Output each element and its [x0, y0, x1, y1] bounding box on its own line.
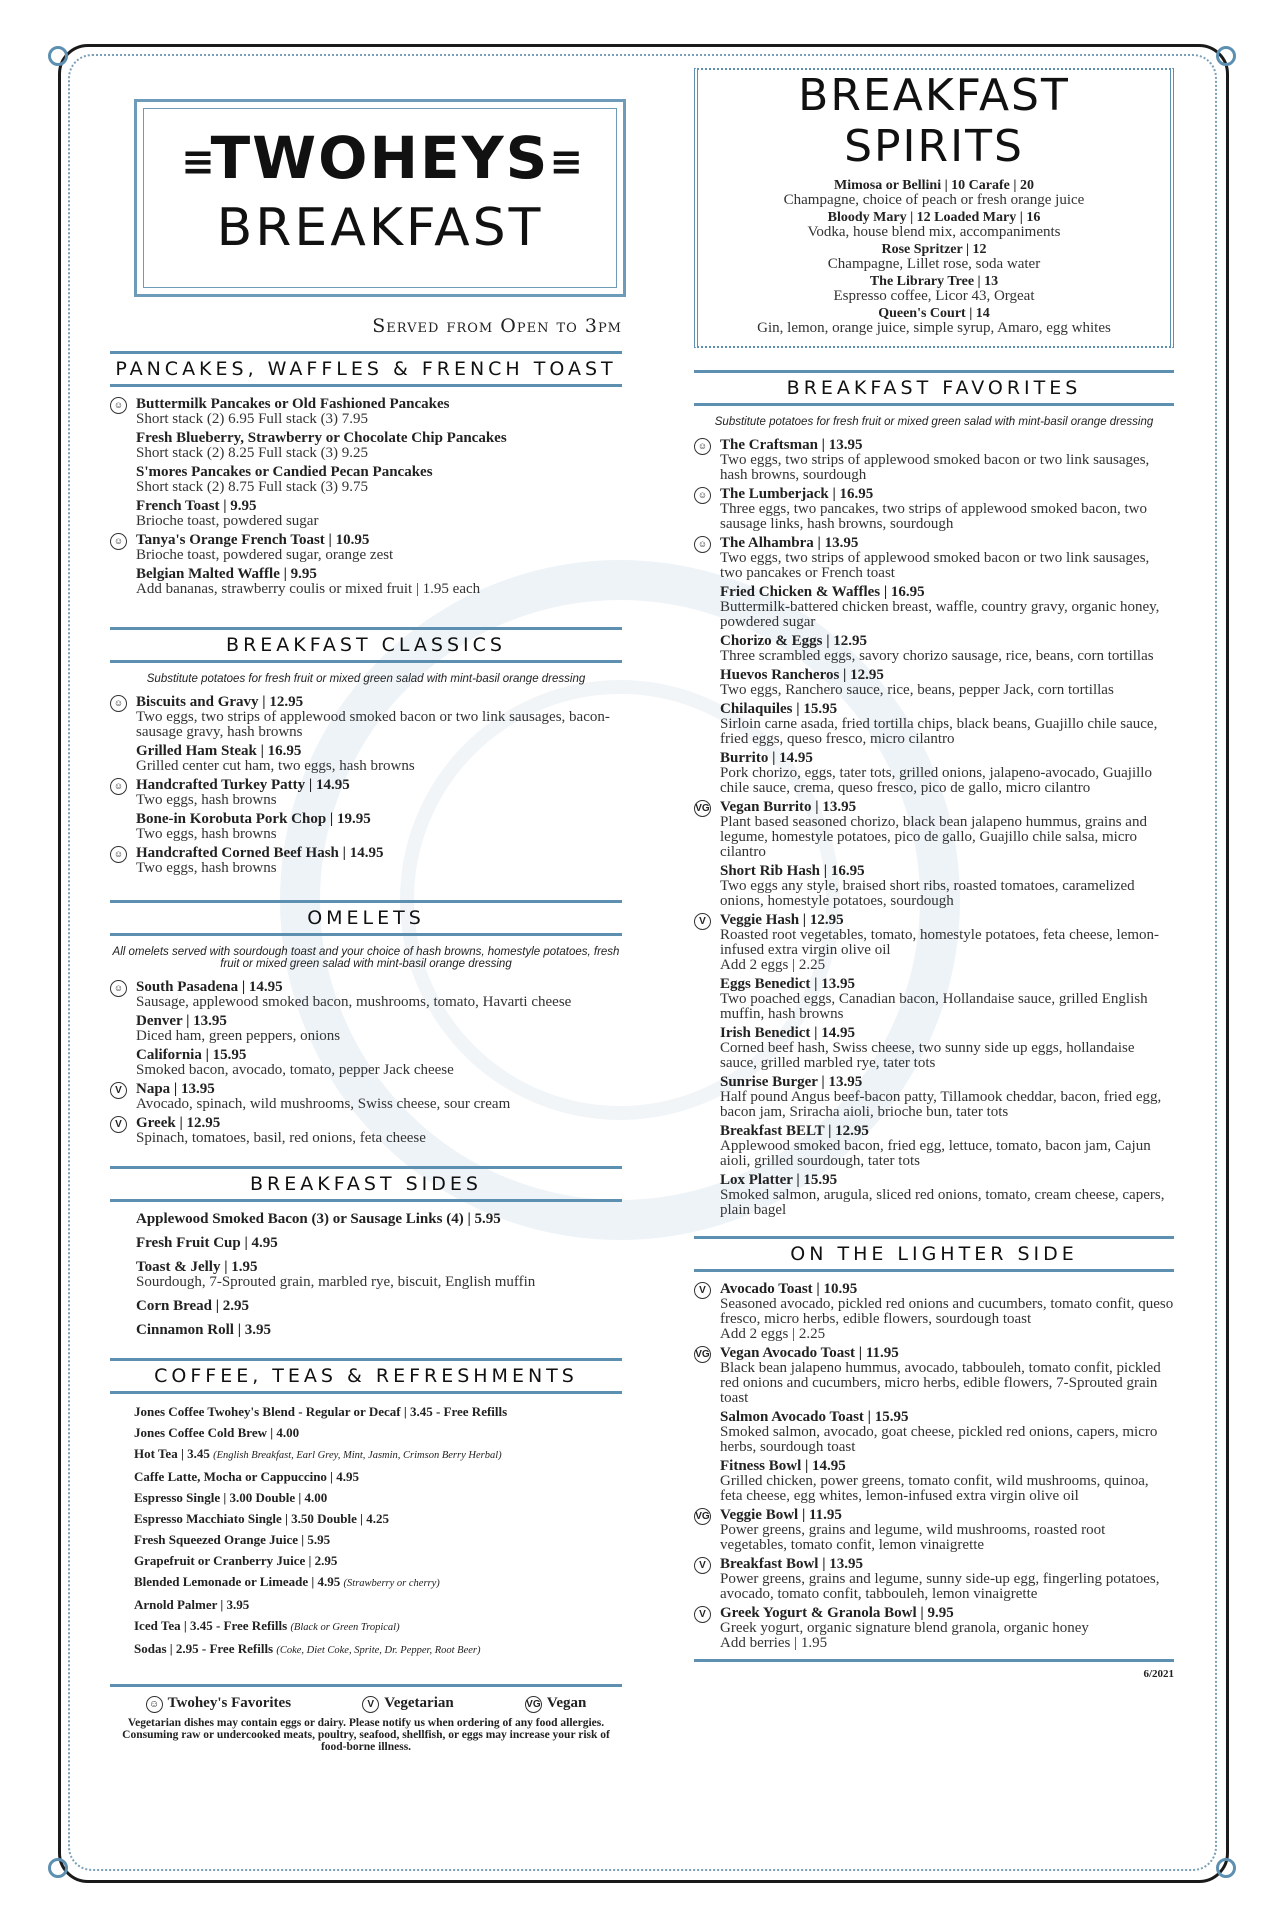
drink-item-name: Blended Lemonade or Limeade | 4.95 (Strawberry or cherry) — [134, 1574, 440, 1589]
menu-item-name: S'mores Pancakes or Candied Pecan Pancakes — [136, 464, 433, 480]
menu-item-description: Applewood smoked bacon, fried egg, lettuce, tomato, bacon jam, Cajun aioli, grilled sourdough, tater tots — [720, 1138, 1151, 1169]
sides-heading: BREAKFAST SIDES — [110, 1166, 622, 1202]
spirit-item-name: Rose Spritzer | 12 — [881, 242, 987, 257]
menu-item-name: Breakfast BELT | 12.95 — [720, 1123, 869, 1139]
menu-item-name: Vegan Avocado Toast | 11.95 — [720, 1345, 899, 1361]
menu-item — [694, 438, 1174, 483]
menu-item-description: Two eggs, Ranchero sauce, rice, beans, pepper Jack, corn tortillas — [720, 682, 1114, 698]
menu-item — [110, 1014, 622, 1044]
drink-item-options: (Coke, Diet Coke, Sprite, Dr. Pepper, Root Beer) — [276, 1645, 481, 1656]
drink-item — [110, 1446, 622, 1463]
spirit-item-description: Champagne, Lillet rose, soda water — [827, 256, 1041, 272]
spirits-heading: BREAKFAST SPIRITS — [798, 70, 1070, 172]
corner-ornament-icon — [1216, 1858, 1236, 1878]
menu-item — [694, 751, 1174, 796]
drink-item-name: Hot Tea | 3.45 (English Breakfast, Earl Grey, Mint, Jasmin, Crimson Berry Herbal) — [134, 1446, 502, 1461]
menu-item-name: Napa | 13.95 — [136, 1081, 215, 1097]
drink-item — [110, 1511, 622, 1526]
menu-item-description: Black bean jalapeno hummus, avocado, tabbouleh, tomato confit, pickled red onions and cucumbers, micro herbs, edible flowers, 7-Sprouted grain toast — [720, 1360, 1161, 1406]
menu-item-description: Smoked salmon, arugula, sliced red onions, tomato, cream cheese, capers, plain bagel — [720, 1187, 1165, 1218]
omelets-list — [110, 980, 622, 1146]
right-column — [694, 68, 1174, 1680]
drink-item-options: (English Breakfast, Earl Grey, Mint, Jasmin, Crimson Berry Herbal) — [213, 1450, 502, 1461]
menu-item-description: Two eggs any style, braised short ribs, roasted tomatoes, caramelized onions, homestyle potatoes, sourdough — [720, 878, 1135, 909]
corner-ornament-icon — [48, 46, 68, 66]
menu-item-description: Sourdough, 7-Sprouted grain, marbled rye, biscuit, English muffin — [136, 1274, 536, 1290]
drink-item-options: (Strawberry or cherry) — [343, 1578, 440, 1589]
menu-item-description: Add 2 eggs | 2.25 — [720, 957, 826, 973]
lighter-heading: ON THE LIGHTER SIDE — [694, 1236, 1174, 1272]
menu-item — [694, 536, 1174, 581]
menu-item-name: South Pasadena | 14.95 — [136, 979, 283, 995]
coffee-heading: COFFEE, TEAS & REFRESHMENTS — [110, 1358, 622, 1394]
menu-item — [110, 1236, 622, 1251]
menu-item — [694, 634, 1174, 664]
menu-item — [110, 1299, 622, 1314]
drink-item-name: Espresso Macchiato Single | 3.50 Double | 4.25 — [134, 1511, 390, 1526]
corner-ornament-icon — [48, 1858, 68, 1878]
menu-item-name: Biscuits and Gravy | 12.95 — [136, 694, 304, 710]
favorite-icon: ☺ — [110, 846, 127, 863]
menu-item-description: Sausage, applewood smoked bacon, mushrooms, tomato, Havarti cheese — [136, 994, 572, 1010]
menu-item — [694, 1346, 1174, 1406]
menu-item-description: Short stack (2) 8.75 Full stack (3) 9.75 — [136, 479, 369, 495]
menu-item — [694, 1026, 1174, 1071]
menu-item-description: Add 2 eggs | 2.25 — [720, 1326, 826, 1342]
favorites-list — [694, 438, 1174, 1218]
spirit-item-name: The Library Tree | 13 — [869, 274, 999, 289]
drink-item-name: Sodas | 2.95 - Free Refills (Coke, Diet Coke, Sprite, Dr. Pepper, Root Beer) — [134, 1641, 481, 1656]
menu-item — [110, 778, 622, 808]
menu-item-description: Two poached eggs, Canadian bacon, Hollandaise sauce, grilled English muffin, hash browns — [720, 991, 1148, 1022]
menu-item-description: Smoked bacon, avocado, tomato, pepper Jack cheese — [136, 1062, 454, 1078]
menu-item-name: The Craftsman | 13.95 — [720, 437, 863, 453]
menu-item-description: Greek yogurt, organic signature blend granola, organic honey — [720, 1620, 1089, 1636]
classics-list — [110, 695, 622, 876]
drink-item — [110, 1597, 622, 1612]
menu-item-description: Plant based seasoned chorizo, black bean jalapeno hummus, grains and legume, homestyle potatoes, pico de gallo, Guajillo chile salsa, micro cilantro — [720, 814, 1147, 860]
menu-item — [110, 1082, 622, 1112]
menu-item-name: Breakfast Bowl | 13.95 — [720, 1556, 864, 1572]
spirit-item-name: Mimosa or Bellini | 10 Carafe | 20 — [834, 178, 1034, 193]
menu-item-description: Two eggs, two strips of applewood smoked bacon or two link sausages, bacon-sausage gravy, hash browns — [136, 709, 610, 740]
vegetarian-icon: V — [110, 1082, 127, 1099]
menu-item — [694, 1557, 1174, 1602]
favorite-icon: ☺ — [110, 695, 127, 712]
menu-item — [110, 499, 622, 529]
logo — [134, 99, 626, 297]
menu-item-name: Fresh Blueberry, Strawberry or Chocolate Chip Pancakes — [136, 430, 507, 446]
menu-item — [110, 465, 622, 495]
drink-item — [110, 1574, 622, 1591]
menu-item-description: Two eggs, two strips of applewood smoked bacon or two link sausages, hash browns, sourdough — [720, 452, 1150, 483]
menu-item-name: French Toast | 9.95 — [136, 498, 257, 514]
menu-item-name: Chorizo & Eggs | 12.95 — [720, 633, 868, 649]
menu-item-description: Half pound Angus beef-bacon patty, Tillamook cheddar, bacon, fried egg, bacon jam, Sriracha aioli, brioche bun, tater tots — [720, 1089, 1162, 1120]
drink-item — [110, 1618, 622, 1635]
menu-item-name: Burrito | 14.95 — [720, 750, 813, 766]
menu-item-name: Eggs Benedict | 13.95 — [720, 976, 855, 992]
menu-item — [694, 585, 1174, 630]
menu-item-name: The Alhambra | 13.95 — [720, 535, 859, 551]
menu-item — [110, 431, 622, 461]
menu-item-name: Greek Yogurt & Granola Bowl | 9.95 — [720, 1605, 954, 1621]
menu-item-name: Veggie Hash | 12.95 — [720, 912, 844, 928]
favorite-icon: ☺ — [694, 487, 711, 504]
vegetarian-icon: V — [694, 1282, 711, 1299]
left-column — [110, 95, 622, 1753]
vegan-icon: VG — [525, 1696, 542, 1713]
menu-item-name: Applewood Smoked Bacon (3) or Sausage Links (4) | 5.95 — [136, 1211, 501, 1227]
menu-item — [694, 668, 1174, 698]
menu-item — [110, 812, 622, 842]
menu-item-description: Sirloin carne asada, fried tortilla chips, black beans, Guajillo chile sauce, fried eggs, queso fresco, micro cilantro — [720, 716, 1158, 747]
menu-item-description: Three scrambled eggs, savory chorizo sausage, rice, beans, corn tortillas — [720, 648, 1154, 664]
served-hours: Served from Open to 3pm — [372, 315, 622, 337]
menu-item-description: Brioche toast, powdered sugar, orange zest — [136, 547, 394, 563]
menu-item-description: Buttermilk-battered chicken breast, waffle, country gravy, organic honey, powdered sugar — [720, 599, 1160, 630]
favorite-icon: ☺ — [146, 1696, 163, 1713]
menu-item-name: The Lumberjack | 16.95 — [720, 486, 874, 502]
favorite-icon: ☺ — [110, 533, 127, 550]
legend — [110, 1684, 622, 1713]
drink-item-name: Jones Coffee Twohey's Blend - Regular or Decaf | 3.45 - Free Refills — [134, 1404, 508, 1419]
legend-vegetarian: V Vegetarian — [362, 1695, 453, 1713]
menu-item-name: Fried Chicken & Waffles | 16.95 — [720, 584, 925, 600]
menu-item-name: Tanya's Orange French Toast | 10.95 — [136, 532, 370, 548]
spirit-item-description: Espresso coffee, Licor 43, Orgeat — [833, 288, 1035, 304]
menu-item-name: Grilled Ham Steak | 16.95 — [136, 743, 302, 759]
drink-item — [110, 1425, 622, 1440]
favorites-heading: BREAKFAST FAVORITES — [694, 370, 1174, 406]
menu-item — [694, 487, 1174, 532]
menu-item-name: Toast & Jelly | 1.95 — [136, 1259, 258, 1275]
vegetarian-icon: V — [110, 1116, 127, 1133]
menu-item-description: Two eggs, two strips of applewood smoked bacon or two link sausages, two pancakes or French toast — [720, 550, 1150, 581]
spirit-item-description: Vodka, house blend mix, accompaniments — [807, 224, 1061, 240]
omelets-note: All omelets served with sourdough toast and your choice of hash browns, homestyle potatoes, fresh fruit or mixed green salad with mint-basil orange dressing — [112, 946, 620, 970]
menu-item — [110, 980, 622, 1010]
menu-item-name: Salmon Avocado Toast | 15.95 — [720, 1409, 909, 1425]
menu-item-name: Corn Bread | 2.95 — [136, 1298, 250, 1314]
menu-item-name: Huevos Rancheros | 12.95 — [720, 667, 884, 683]
logo-title: ≡TWOHEYS≡ — [181, 124, 579, 192]
drink-item — [110, 1532, 622, 1547]
pancakes-heading: PANCAKES, WAFFLES & FRENCH TOAST — [110, 351, 622, 387]
menu-item-description: Power greens, grains and legume, sunny side-up egg, fingerling potatoes, avocado, tomato confit, tabbouleh, lemon vinaigrette — [720, 1571, 1160, 1602]
menu-item-description: Diced ham, green peppers, onions — [136, 1028, 341, 1044]
menu-item — [694, 1606, 1174, 1651]
vegetarian-icon: V — [694, 913, 711, 930]
drink-item-options: (Black or Green Tropical) — [290, 1622, 400, 1633]
menu-item-name: Lox Platter | 15.95 — [720, 1172, 838, 1188]
menu-item-name: Veggie Bowl | 11.95 — [720, 1507, 842, 1523]
menu-item — [694, 1075, 1174, 1120]
spirit-item-description: Champagne, choice of peach or fresh orange juice — [783, 192, 1085, 208]
favorite-icon: ☺ — [694, 536, 711, 553]
menu-item — [110, 567, 622, 597]
menu-item-description: Two eggs, hash browns — [136, 860, 277, 876]
menu-item — [110, 1048, 622, 1078]
menu-item — [110, 846, 622, 876]
menu-item — [110, 1260, 622, 1290]
pancakes-list — [110, 397, 622, 597]
menu-item-description: Avocado, spinach, wild mushrooms, Swiss cheese, sour cream — [136, 1096, 511, 1112]
drink-item-name: Jones Coffee Cold Brew | 4.00 — [134, 1425, 300, 1440]
menu-item — [110, 695, 622, 740]
menu-item — [110, 1323, 622, 1338]
vegan-icon: VG — [694, 1346, 711, 1363]
menu-item — [110, 397, 622, 427]
classics-note: Substitute potatoes for fresh fruit or mixed green salad with mint-basil orange dressing — [146, 673, 586, 685]
menu-item-name: Avocado Toast | 10.95 — [720, 1281, 858, 1297]
spirit-item-description: Gin, lemon, orange juice, simple syrup, Amaro, egg whites — [757, 320, 1111, 336]
spirits-box — [694, 68, 1174, 348]
menu-item-description: Short stack (2) 8.25 Full stack (3) 9.25 — [136, 445, 369, 461]
vegan-icon: VG — [694, 1508, 711, 1525]
menu-item-name: Chilaquiles | 15.95 — [720, 701, 838, 717]
favorite-icon: ☺ — [694, 438, 711, 455]
menu-item — [694, 864, 1174, 909]
vegetarian-icon: V — [362, 1696, 379, 1713]
menu-item-description: Roasted root vegetables, tomato, homestyle potatoes, feta cheese, lemon-infused extra virgin olive oil — [720, 927, 1160, 958]
drink-item-name: Caffe Latte, Mocha or Cappuccino | 4.95 — [134, 1469, 360, 1484]
menu-item — [110, 1116, 622, 1146]
coffee-list — [110, 1404, 622, 1658]
menu-item — [694, 800, 1174, 860]
menu-item-description: Brioche toast, powdered sugar — [136, 513, 319, 529]
menu-item-name: Irish Benedict | 14.95 — [720, 1025, 855, 1041]
classics-heading: BREAKFAST CLASSICS — [110, 627, 622, 663]
drink-item-name: Iced Tea | 3.45 - Free Refills (Black or Green Tropical) — [134, 1618, 400, 1633]
menu-item-description: Spinach, tomatoes, basil, red onions, feta cheese — [136, 1130, 426, 1146]
menu-item-name: Bone-in Korobuta Pork Chop | 19.95 — [136, 811, 371, 827]
menu-item — [694, 1282, 1174, 1342]
menu-item-name: Handcrafted Turkey Patty | 14.95 — [136, 777, 350, 793]
legend-favorites: ☺ Twohey's Favorites — [146, 1695, 291, 1713]
menu-item-description: Grilled chicken, power greens, tomato confit, wild mushrooms, quinoa, feta cheese, egg whites, lemon-infused extra virgin olive oil — [720, 1473, 1149, 1504]
omelets-heading: OMELETS — [110, 900, 622, 936]
menu-item-description: Add berries | 1.95 — [720, 1635, 828, 1651]
drink-item — [110, 1553, 622, 1568]
allergy-disclaimer: Vegetarian dishes may contain eggs or dairy. Please notify us when ordering of any food allergies. Consuming raw or undercooked meats, poultry, seafood, shellfish, or eggs may increase your risk of food-borne illness. — [122, 1717, 610, 1753]
menu-item — [694, 913, 1174, 973]
menu-item-name: Cinnamon Roll | 3.95 — [136, 1322, 271, 1338]
menu-item-name: Fitness Bowl | 14.95 — [720, 1458, 846, 1474]
menu-item-name: Short Rib Hash | 16.95 — [720, 863, 865, 879]
menu-item-name: Buttermilk Pancakes or Old Fashioned Pancakes — [136, 396, 450, 412]
logo-subtitle: BREAKFAST — [216, 198, 544, 258]
menu-item-description: Add bananas, strawberry coulis or mixed fruit | 1.95 each — [136, 581, 481, 597]
menu-item-description: Smoked salmon, avocado, goat cheese, pickled red onions, capers, micro herbs, sourdough toast — [720, 1424, 1158, 1455]
lighter-list — [694, 1282, 1174, 1651]
favorite-icon: ☺ — [110, 778, 127, 795]
sides-list — [110, 1212, 622, 1338]
drink-item — [110, 1641, 622, 1658]
menu-item — [694, 1508, 1174, 1553]
drink-item-name: Espresso Single | 3.00 Double | 4.00 — [134, 1490, 328, 1505]
spirits-list — [706, 178, 1162, 336]
menu-item — [110, 1212, 622, 1227]
favorite-icon: ☺ — [110, 980, 127, 997]
menu-item — [110, 533, 622, 563]
menu-item-name: Denver | 13.95 — [136, 1013, 227, 1029]
legend-vegan: VG Vegan — [526, 1695, 587, 1711]
menu-item — [694, 702, 1174, 747]
menu-item-description: Pork chorizo, eggs, tater tots, grilled onions, jalapeno-avocado, Guajillo chile sauce, crema, queso fresco, pico de gallo, micro cilantro — [720, 765, 1152, 796]
menu-item-description: Grilled center cut ham, two eggs, hash browns — [136, 758, 415, 774]
favorites-note: Substitute potatoes for fresh fruit or mixed green salad with mint-basil orange dressing — [714, 416, 1154, 428]
menu-item — [694, 1459, 1174, 1504]
menu-item — [694, 977, 1174, 1022]
drink-item-name: Arnold Palmer | 3.95 — [134, 1597, 250, 1612]
favorite-icon: ☺ — [110, 397, 127, 414]
menu-item-name: Fresh Fruit Cup | 4.95 — [136, 1235, 278, 1251]
menu-item-description: Three eggs, two pancakes, two strips of applewood smoked bacon, two sausage links, hash browns, sourdough — [720, 501, 1147, 532]
menu-item-description: Corned beef hash, Swiss cheese, two sunny side up eggs, hollandaise sauce, grilled marbled rye, tater tots — [720, 1040, 1135, 1071]
menu-item-name: California | 15.95 — [136, 1047, 247, 1063]
menu-item-name: Handcrafted Corned Beef Hash | 14.95 — [136, 845, 384, 861]
menu-item — [110, 744, 622, 774]
spirit-item-name: Queen's Court | 14 — [878, 306, 990, 321]
menu-item — [694, 1173, 1174, 1218]
menu-item-name: Vegan Burrito | 13.95 — [720, 799, 857, 815]
menu-item-description: Short stack (2) 6.95 Full stack (3) 7.95 — [136, 411, 369, 427]
menu-item — [694, 1124, 1174, 1169]
menu-item-name: Sunrise Burger | 13.95 — [720, 1074, 863, 1090]
vegan-icon: VG — [694, 800, 711, 817]
menu-item-description: Seasoned avocado, pickled red onions and cucumbers, tomato confit, queso fresco, micro herbs, edible flowers, sourdough toast — [720, 1296, 1174, 1327]
menu-item — [694, 1410, 1174, 1455]
menu-item-description: Two eggs, hash browns — [136, 826, 277, 842]
drink-item-name: Fresh Squeezed Orange Juice | 5.95 — [134, 1532, 331, 1547]
corner-ornament-icon — [1216, 46, 1236, 66]
menu-date: 6/2021 — [694, 1659, 1174, 1680]
menu-item-name: Greek | 12.95 — [136, 1115, 221, 1131]
spirit-item-name: Bloody Mary | 12 Loaded Mary | 16 — [827, 210, 1041, 225]
vegetarian-icon: V — [694, 1606, 711, 1623]
menu-item-description: Power greens, grains and legume, wild mushrooms, roasted root vegetables, tomato confit, lemon vinaigrette — [720, 1522, 1106, 1553]
vegetarian-icon: V — [694, 1557, 711, 1574]
drink-item — [110, 1490, 622, 1505]
drink-item-name: Grapefruit or Cranberry Juice | 2.95 — [134, 1553, 338, 1568]
drink-item — [110, 1469, 622, 1484]
menu-item-description: Two eggs, hash browns — [136, 792, 277, 808]
menu-item-name: Belgian Malted Waffle | 9.95 — [136, 566, 317, 582]
drink-item — [110, 1404, 622, 1419]
